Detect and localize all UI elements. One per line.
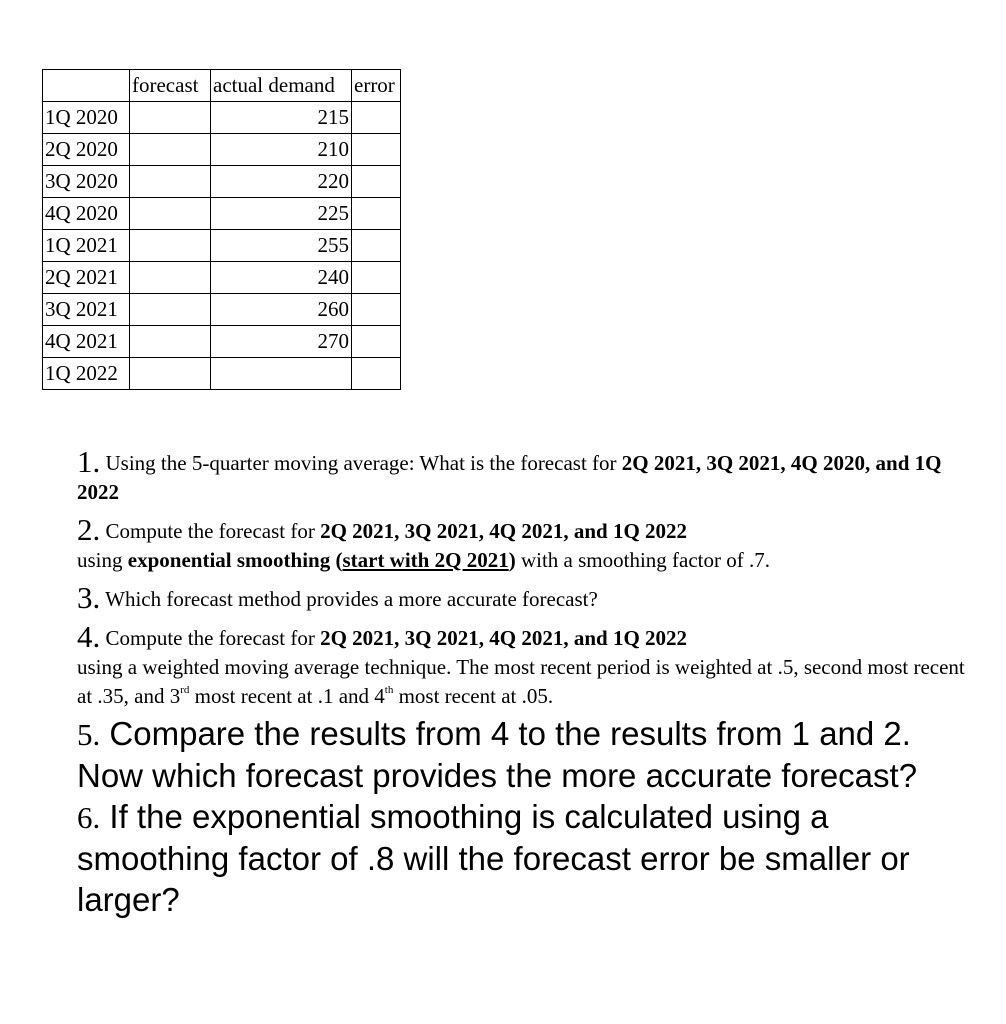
question-text: Using the 5-quarter moving average: What is the forecast for — [100, 451, 622, 475]
actual-demand-cell — [211, 358, 352, 390]
actual-demand-cell: 255 — [211, 230, 352, 262]
question-text: most recent at .1 and 4 — [189, 684, 385, 708]
period-cell: 1Q 2020 — [43, 102, 130, 134]
header-forecast: forecast — [130, 70, 211, 102]
table-body — [43, 102, 401, 390]
question-bold-text: 2Q 2021, 3Q 2021, 4Q 2021, and 1Q 2022 — [320, 519, 688, 543]
question-text: Compute the forecast for — [100, 626, 321, 650]
question-3 — [77, 580, 977, 615]
forecast-cell — [130, 230, 211, 262]
forecast-cell — [130, 102, 211, 134]
question-bold-text: 2Q 2021, 3Q 2021, 4Q 2020, and 1Q 2022 — [77, 451, 942, 504]
questions-list — [77, 444, 977, 920]
error-cell — [352, 134, 401, 166]
question-text: Which forecast method provides a more accurate forecast? — [100, 587, 598, 611]
table-row — [43, 198, 401, 230]
period-cell: 2Q 2020 — [43, 134, 130, 166]
period-cell: 3Q 2021 — [43, 294, 130, 326]
superscript: th — [384, 684, 394, 696]
error-cell — [352, 294, 401, 326]
actual-demand-cell: 270 — [211, 326, 352, 358]
question-text: most recent at .05. — [393, 684, 554, 708]
table-row — [43, 326, 401, 358]
header-actual-demand: actual demand — [211, 70, 352, 102]
actual-demand-cell: 260 — [211, 294, 352, 326]
superscript: rd — [180, 684, 190, 696]
period-cell: 2Q 2021 — [43, 262, 130, 294]
question-text: using — [77, 548, 128, 572]
table-row — [43, 134, 401, 166]
actual-demand-cell: 220 — [211, 166, 352, 198]
error-cell — [352, 358, 401, 390]
actual-demand-cell: 215 — [211, 102, 352, 134]
forecast-table — [42, 69, 401, 390]
question-2 — [77, 512, 977, 575]
table-row — [43, 166, 401, 198]
error-cell — [352, 262, 401, 294]
table-row — [43, 102, 401, 134]
error-cell — [352, 230, 401, 262]
period-cell: 4Q 2021 — [43, 326, 130, 358]
forecast-cell — [130, 358, 211, 390]
question-text: Compare the results from 4 to the results from 1 and 2. Now which forecast provides the more accurate forecast? — [77, 715, 918, 794]
question-text: using a weighted moving average technique. The most recent period is weighted at .5, second most recent at .35, and 3 — [77, 655, 965, 708]
question-number: 1. — [77, 444, 101, 479]
question-number: 5. — [77, 717, 101, 752]
question-4 — [77, 619, 977, 711]
forecast-cell — [130, 134, 211, 166]
question-number: 2. — [77, 512, 101, 547]
question-6 — [77, 796, 977, 920]
period-cell: 1Q 2022 — [43, 358, 130, 390]
forecast-cell — [130, 326, 211, 358]
forecast-cell — [130, 294, 211, 326]
question-number: 4. — [77, 619, 101, 654]
error-cell — [352, 198, 401, 230]
question-text: with a smoothing factor of .7. — [515, 548, 770, 572]
question-1 — [77, 444, 977, 507]
error-cell — [352, 326, 401, 358]
actual-demand-cell: 210 — [211, 134, 352, 166]
question-text: Compute the forecast for — [100, 519, 321, 543]
question-number: 6. — [77, 800, 101, 835]
question-bold-text: exponential smoothing ( — [127, 548, 343, 572]
table-header-row — [43, 70, 401, 102]
question-number: 3. — [77, 580, 101, 615]
forecast-cell — [130, 166, 211, 198]
header-error: error — [352, 70, 401, 102]
actual-demand-cell: 240 — [211, 262, 352, 294]
actual-demand-cell: 225 — [211, 198, 352, 230]
question-5 — [77, 713, 977, 796]
table-row — [43, 230, 401, 262]
question-text: If the exponential smoothing is calculated using a smoothing factor of .8 will the forecast error be smaller or larger? — [77, 798, 910, 918]
period-cell: 3Q 2020 — [43, 166, 130, 198]
table-row — [43, 262, 401, 294]
table-row — [43, 294, 401, 326]
question-bold-text: ) — [508, 548, 516, 572]
error-cell — [352, 102, 401, 134]
question-bold-text: 2Q 2021, 3Q 2021, 4Q 2021, and 1Q 2022 — [320, 626, 688, 650]
error-cell — [352, 166, 401, 198]
forecast-cell — [130, 198, 211, 230]
table-row — [43, 358, 401, 390]
period-cell: 1Q 2021 — [43, 230, 130, 262]
header-period — [43, 70, 130, 102]
forecast-cell — [130, 262, 211, 294]
question-underlined-text: start with 2Q 2021 — [342, 548, 509, 572]
period-cell: 4Q 2020 — [43, 198, 130, 230]
